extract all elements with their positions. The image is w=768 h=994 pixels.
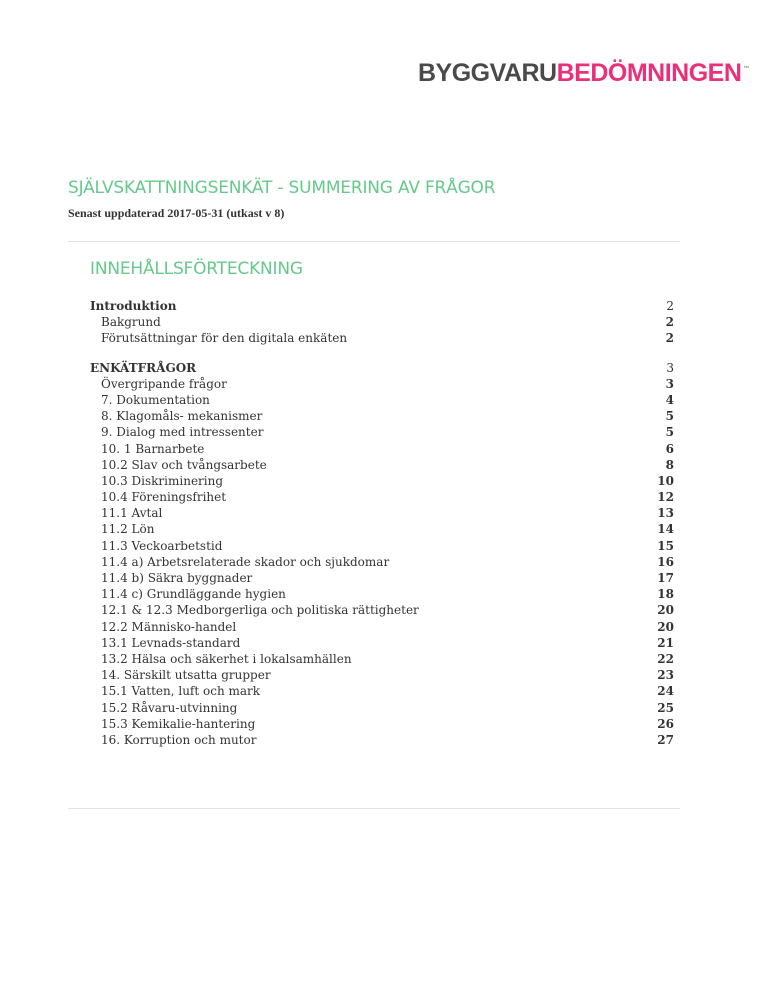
toc-entry-page-number: 3	[665, 376, 674, 391]
toc-entry-title: 14. Särskilt utsatta grupper	[101, 668, 271, 683]
toc-entry[interactable]	[90, 538, 674, 554]
document-subtitle: Senast uppdaterad 2017-05-31 (utkast v 8)	[68, 206, 285, 220]
toc-entry-page-number: 6	[665, 441, 674, 456]
logo-part-pink: BEDÖMNINGEN	[556, 59, 742, 87]
toc-entry[interactable]	[90, 408, 674, 424]
toc-entry-title: 16. Korruption och mutor	[101, 732, 257, 747]
toc-entry-page-number: 12	[657, 490, 674, 505]
toc-entry[interactable]	[90, 376, 674, 392]
toc-section-entry-title: Introduktion	[90, 299, 177, 313]
toc-entry[interactable]	[90, 586, 674, 602]
toc-entry-page-number: 16	[657, 554, 674, 569]
toc-entry-title: 15.3 Kemikalie-hantering	[101, 716, 256, 731]
logo-trademark: ™	[743, 66, 750, 72]
toc-entry-title: 13.1 Levnads-standard	[101, 635, 241, 650]
toc-entry[interactable]	[90, 619, 674, 635]
toc-entry[interactable]	[90, 716, 674, 732]
toc-entry-title: Förutsättningar för den digitala enkäten	[101, 331, 348, 346]
toc-entry[interactable]	[90, 314, 674, 330]
toc-entry-title: 11.2 Lön	[101, 522, 155, 537]
toc-entry-page-number: 20	[657, 603, 674, 618]
toc-entry-page-number: 4	[665, 392, 674, 407]
toc-entry-page-number: 22	[657, 651, 674, 666]
toc-entry-page-number: 5	[665, 425, 674, 440]
toc-entry-page-number: 13	[657, 506, 674, 521]
toc-entry-title: 15.2 Råvaru-utvinning	[101, 700, 238, 715]
toc-entry[interactable]	[90, 651, 674, 667]
toc-entry[interactable]	[90, 505, 674, 521]
toc-entry-title: 12.1 & 12.3 Medborgerliga och politiska rättigheter	[101, 603, 419, 618]
toc-entry-page-number: 10	[657, 473, 674, 488]
toc-entry-title: 8. Klagomåls- mekanismer	[101, 409, 263, 424]
toc-entry-title: 15.1 Vatten, luft och mark	[101, 684, 261, 699]
toc-entry[interactable]	[90, 424, 674, 440]
toc-entry[interactable]	[90, 521, 674, 537]
toc-entry-page-number: 14	[657, 522, 674, 537]
toc-entry-page-number: 2	[665, 331, 674, 346]
divider-bottom	[68, 808, 680, 809]
toc-section-entry-title: ENKÄTFRÅGOR	[90, 360, 197, 375]
toc-entry-title: 11.4 c) Grundläggande hygien	[101, 587, 286, 602]
toc-section-entry[interactable]	[90, 298, 674, 314]
toc-entry-page-number: 20	[657, 619, 674, 634]
toc-entry-page-number: 21	[657, 635, 674, 650]
toc-section-gap	[90, 347, 674, 360]
toc-entry-title: 10.2 Slav och tvångsarbete	[101, 457, 267, 472]
toc-entry-page-number: 18	[657, 587, 674, 602]
toc-section-entry[interactable]	[90, 360, 674, 376]
toc-entry-page-number: 8	[665, 457, 674, 472]
toc-entry[interactable]	[90, 667, 674, 683]
toc-entry-title: 10.3 Diskriminering	[101, 473, 224, 488]
toc-entry[interactable]	[90, 330, 674, 346]
toc-entry-page-number: 25	[657, 700, 674, 715]
toc-entry-title: 7. Dokumentation	[101, 392, 210, 407]
brand-logo	[418, 58, 750, 88]
toc-entry-title: 10. 1 Barnarbete	[101, 441, 205, 456]
toc-entry-page-number: 27	[657, 732, 674, 747]
toc-entry-title: Övergripande frågor	[101, 376, 227, 391]
logo-part-dark: BYGGVARU	[418, 59, 557, 87]
toc-entry[interactable]	[90, 457, 674, 473]
toc-entry-title: 9. Dialog med intressenter	[101, 425, 264, 440]
toc-entry-page-number: 24	[657, 684, 674, 699]
toc-entry-page-number: 17	[657, 571, 674, 585]
toc-entry[interactable]	[90, 489, 674, 505]
toc-section-entry-page-number: 3	[666, 360, 674, 375]
toc-entry-page-number: 2	[665, 315, 674, 330]
toc-entry-title: 13.2 Hälsa och säkerhet i lokalsamhällen	[101, 651, 352, 666]
toc-section-entry-page-number: 2	[666, 299, 674, 313]
toc-entry[interactable]	[90, 635, 674, 651]
toc-entry[interactable]	[90, 732, 674, 748]
document-title: SJÄLVSKATTNINGSENKÄT - SUMMERING AV FRÅGOR	[68, 178, 496, 198]
toc-entry-title: 11.4 a) Arbetsrelaterade skador och sjukdomar	[101, 554, 390, 569]
toc-entry[interactable]	[90, 441, 674, 457]
toc-entry-title: 12.2 Människo-handel	[101, 619, 237, 634]
toc-entry[interactable]	[90, 570, 674, 586]
toc-entry-title: 11.4 b) Säkra byggnader	[101, 571, 253, 585]
toc-entry[interactable]	[90, 683, 674, 699]
toc-entry[interactable]	[90, 700, 674, 716]
toc-entry-page-number: 5	[665, 409, 674, 424]
toc-entry-page-number: 15	[657, 538, 674, 553]
toc-heading: INNEHÅLLSFÖRTECKNING	[90, 259, 303, 279]
toc-entry[interactable]	[90, 554, 674, 570]
toc-entry-title: Bakgrund	[101, 315, 161, 330]
toc-entry-page-number: 23	[657, 668, 674, 683]
toc-entry[interactable]	[90, 392, 674, 408]
toc-entry-title: 11.3 Veckoarbetstid	[101, 538, 223, 553]
toc-entry[interactable]	[90, 602, 674, 618]
divider-top	[68, 241, 680, 242]
table-of-contents	[90, 298, 674, 748]
toc-entry[interactable]	[90, 473, 674, 489]
toc-entry-title: 11.1 Avtal	[101, 506, 163, 521]
toc-entry-page-number: 26	[657, 716, 674, 731]
toc-entry-title: 10.4 Föreningsfrihet	[101, 490, 227, 505]
